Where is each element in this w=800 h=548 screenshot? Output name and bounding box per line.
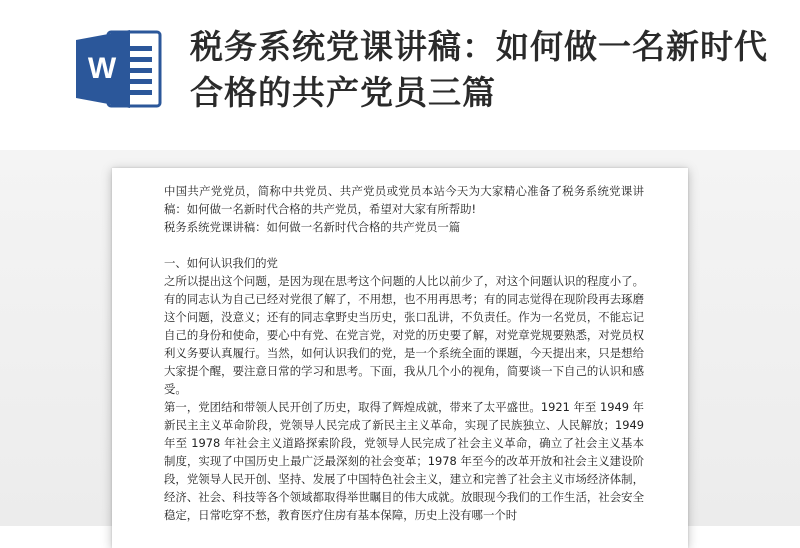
page-title: 税务系统党课讲稿：如何做一名新时代合格的共产党员三篇 (190, 27, 768, 112)
word-icon-letter: W (87, 52, 117, 85)
body-paragraph-1: 之所以提出这个问题，是因为现在思考这个问题的人比以前少了，对这个问题认识的程度小了。有的同志认为自己已经对党很了解了，不用想，也不用再思考；有的同志觉得在现阶段再去琢磨这个问题，没意义；还有的同志拿野史当历史，张口乱讲，不负责任。作为一名党员，不能忘记自己的身份和使命，要心中有党、在党言党，对党的历史要了解，对党章党规要熟悉，对党员权利义务要认真履行。当然，如何认识我们的党，是一个系统全面的课题，今天提出来，只是想给大家提个醒，要注意日常的学习和思考。下面，我从几个小的视角，简要谈一下自己的认识和感受。 (164, 274, 644, 396)
body-paragraph-2: 第一，党团结和带领人民开创了历史，取得了辉煌成就，带来了太平盛世。1921 年至 1949 年新民主主义革命阶段，党领导人民完成了新民主主义革命，实现了民族独立、人民解放；1949 年至 1978 年社会主义道路探索阶段，党领导人民完成了社会主义革命，确立了社会主义基本制度，实现了中国历史上最广泛最深刻的社会变革；1978 年至今的改革开放和社会主义建设阶段，党领导人民开创、坚持、发展了中国特色社会主义，建立和完善了社会主义市场经济体制，经济、社会、科技等各个领域都取得举世瞩目的伟大成就。放眼现今我们的工作生活，社会安全稳定，日常吃穿不愁，教育医疗住房有基本保障，历史上没有哪一个时 (164, 400, 644, 522)
document-content (164, 182, 644, 524)
document-page (112, 168, 688, 548)
word-document-icon (74, 28, 166, 110)
section-heading: 一、如何认识我们的党 (164, 256, 278, 270)
blank-line (164, 236, 644, 254)
page-header (0, 0, 800, 150)
intro-paragraph: 中国共产党党员，简称中共党员、共产党员或党员本站今天为大家精心准备了税务系统党课讲稿：如何做一名新时代合格的共产党员，希望对大家有所帮助! (164, 184, 644, 216)
article-subtitle: 税务系统党课讲稿：如何做一名新时代合格的共产党员一篇 (164, 220, 461, 234)
